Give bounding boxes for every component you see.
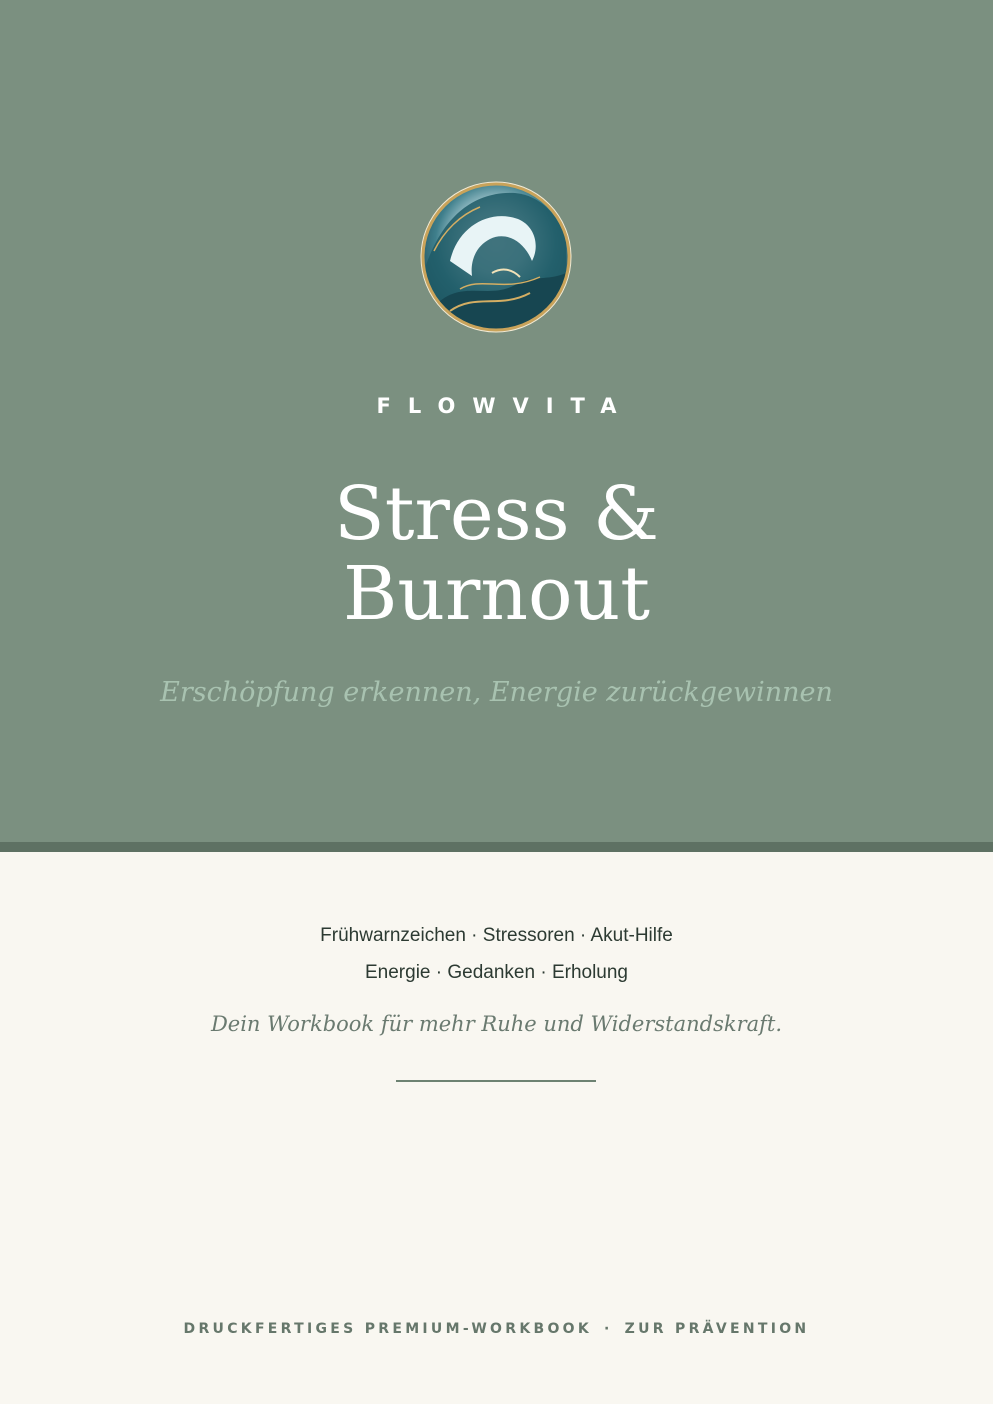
footer-separator: · bbox=[604, 1321, 613, 1337]
topics-list bbox=[0, 917, 993, 991]
footer-right: ZUR PRÄVENTION bbox=[624, 1321, 810, 1337]
footer-text bbox=[0, 1321, 993, 1337]
decorative-rule bbox=[396, 1080, 596, 1082]
title-line-2: Burnout bbox=[342, 551, 651, 637]
wave-emblem-icon bbox=[420, 181, 572, 333]
divider-band bbox=[0, 842, 993, 852]
topics-line-1: Frühwarnzeichen · Stressoren · Akut-Hilfe bbox=[320, 925, 673, 946]
footer-left: DRUCKFERTIGES PREMIUM-WORKBOOK bbox=[183, 1321, 593, 1337]
brand-name: FLOWVITA bbox=[376, 394, 634, 418]
title-line-1: Stress & bbox=[334, 471, 659, 557]
subtitle: Erschöpfung erkennen, Energie zurückgewinnen bbox=[160, 677, 833, 708]
tagline: Dein Workbook für mehr Ruhe und Widerstandskraft. bbox=[210, 1012, 783, 1036]
page-title bbox=[0, 471, 993, 637]
topics-line-2: Energie · Gedanken · Erholung bbox=[365, 962, 628, 983]
